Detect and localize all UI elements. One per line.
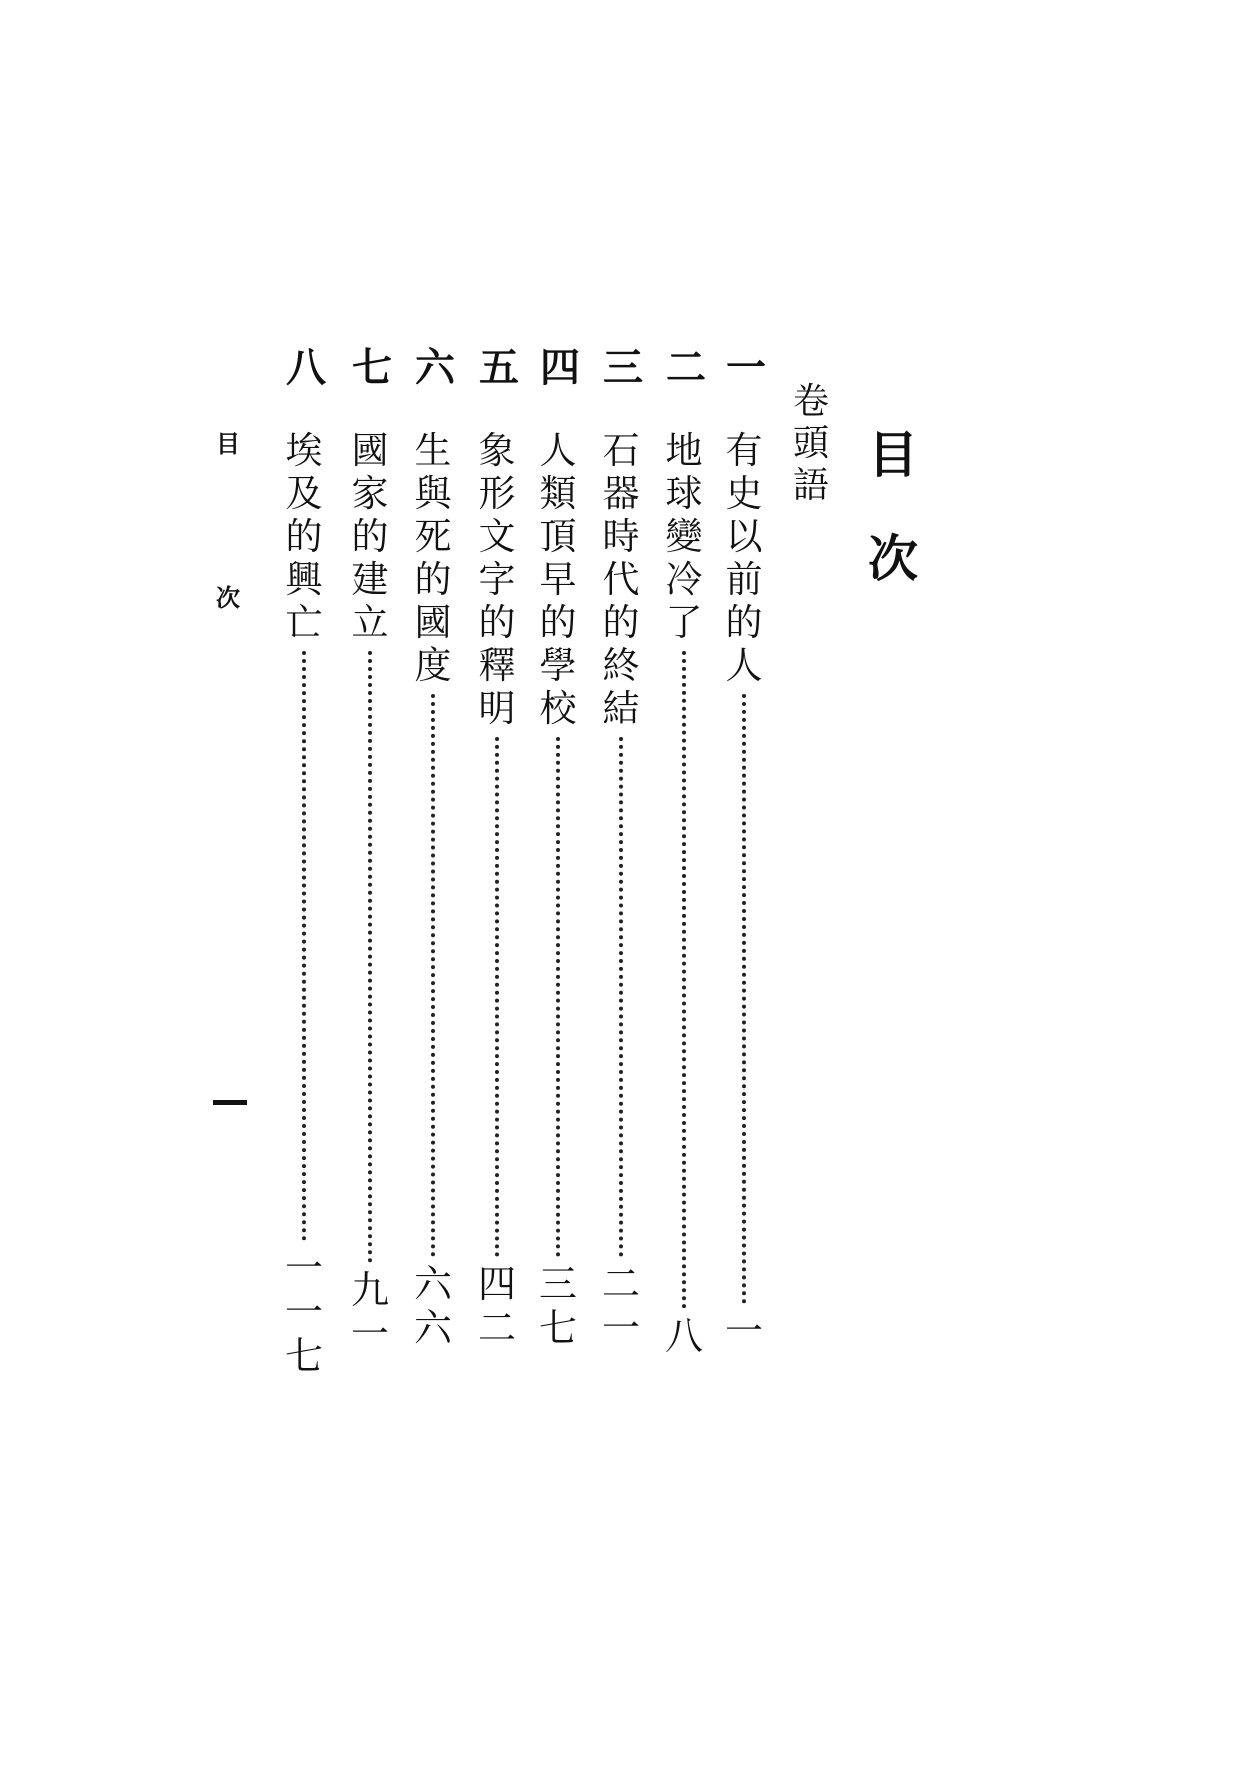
- page-number: 四 二: [478, 1262, 517, 1350]
- dot-leader: [495, 737, 499, 1257]
- chapter-title: 有 史 以 前 的 人: [725, 429, 763, 687]
- page-number: 一: [725, 1309, 764, 1353]
- dot-leader: [302, 651, 306, 1241]
- dot-leader: [368, 651, 372, 1263]
- running-head: 目 次: [216, 429, 240, 612]
- chapter-title: 地 球 變 冷 了: [665, 429, 703, 644]
- chapter-number: 一: [726, 344, 766, 391]
- chapter-number: 五: [479, 344, 519, 391]
- chapter-number: 四: [540, 344, 580, 391]
- toc-entry[interactable]: [478, 429, 517, 1353]
- page-number: 一 一 七: [285, 1246, 324, 1378]
- toc-entry[interactable]: [414, 429, 453, 1353]
- toc-entry[interactable]: [602, 429, 641, 1353]
- dot-leader: [431, 694, 435, 1257]
- toc-title: [868, 425, 918, 638]
- toc-entry[interactable]: [351, 429, 390, 1359]
- folio-page-number: [213, 1100, 247, 1105]
- dot-leader: [682, 651, 686, 1309]
- preface-char: 卷: [793, 381, 830, 422]
- dot-leader: [556, 737, 560, 1257]
- dot-leader: [742, 694, 746, 1304]
- toc-entry[interactable]: [539, 429, 578, 1353]
- toc-entry[interactable]: [285, 429, 324, 1381]
- dot-leader: [619, 737, 623, 1257]
- chapter-title: 國 家 的 建 立: [351, 429, 389, 644]
- chapter-number: 六: [415, 344, 455, 391]
- page-number: 二 一: [602, 1262, 641, 1350]
- chapter-number: 二: [666, 344, 706, 391]
- chapter-title: 埃 及 的 興 亡: [285, 429, 323, 644]
- chapter-number: 八: [286, 344, 326, 391]
- preface-char: 語: [793, 465, 830, 506]
- chapter-title: 象 形 文 字 的 釋 明: [478, 429, 516, 730]
- chapter-number: 七: [352, 344, 392, 391]
- title-char: 目: [868, 425, 918, 484]
- toc-preface: [793, 381, 830, 510]
- title-char: 次: [868, 529, 918, 588]
- chapter-title: 生 與 死 的 國 度: [414, 429, 452, 687]
- chapter-number: 三: [603, 344, 643, 391]
- page-number: 八: [665, 1314, 704, 1358]
- page-number: 三 七: [539, 1262, 578, 1350]
- toc-entry[interactable]: [665, 429, 704, 1361]
- chapter-title: 石 器 時 代 的 終 結: [602, 429, 640, 730]
- preface-char: 頭: [793, 423, 830, 464]
- page-number: 九 一: [351, 1268, 390, 1356]
- page-number: 六 六: [414, 1262, 453, 1350]
- chapter-title: 人 類 頂 早 的 學 校: [539, 429, 577, 730]
- toc-entry[interactable]: [725, 429, 764, 1356]
